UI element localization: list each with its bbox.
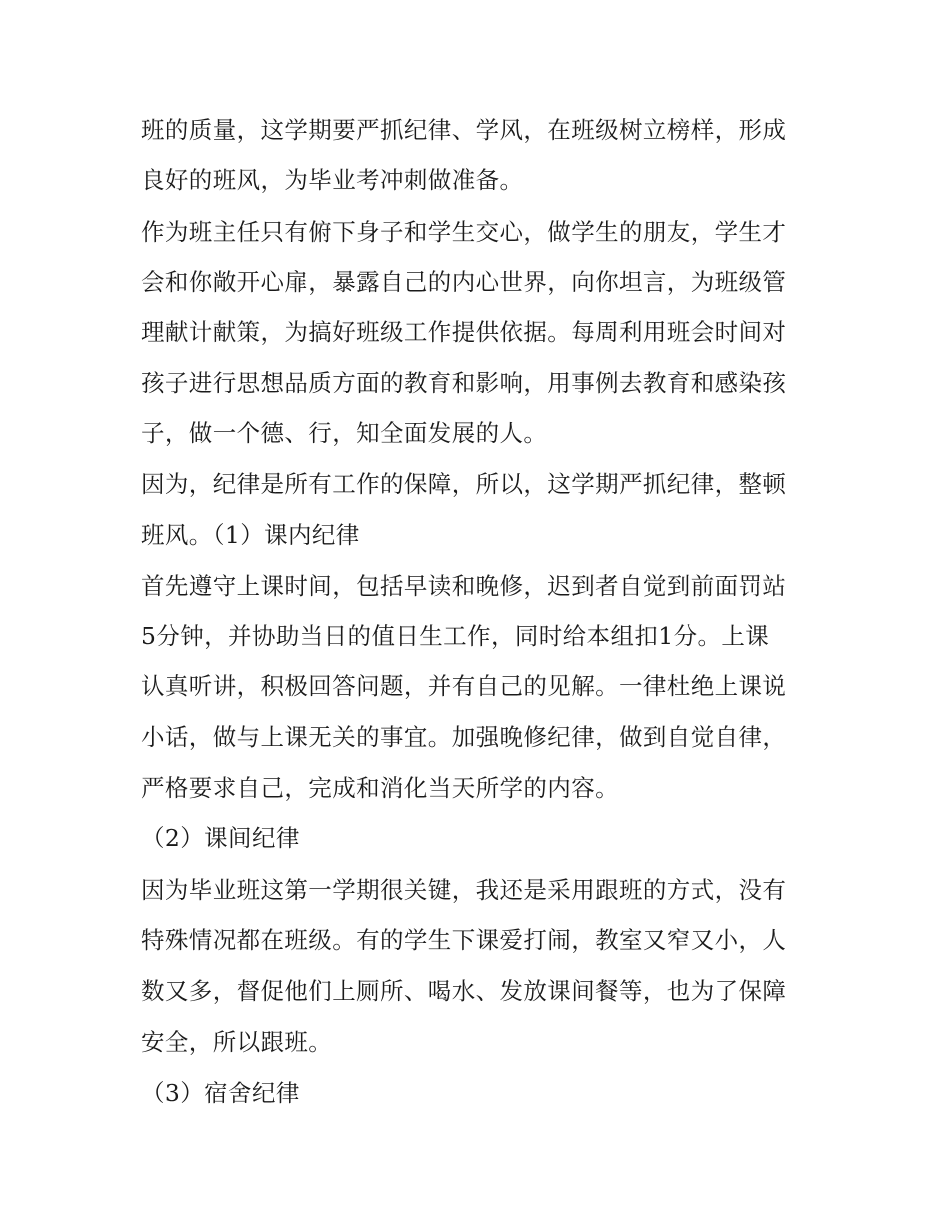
text-line: 首先遵守上课时间，包括早读和晚修，迟到者自觉到前面罚站	[141, 572, 787, 600]
text-line: 安全，所以跟班。	[141, 1028, 333, 1056]
text-line: 作为班主任只有俯下身子和学生交心，做学生的朋友，学生才	[141, 218, 787, 246]
text-line: 班的质量，这学期要严抓纪律、学风，在班级树立榜样，形成	[141, 116, 787, 144]
text-line: 班风。（1）课内纪律	[141, 521, 360, 549]
text-line: 因为毕业班这第一学期很关键，我还是采用跟班的方式，没有	[141, 876, 787, 904]
text-line: 孩子进行思想品质方面的教育和影响，用事例去教育和感染孩	[141, 369, 787, 397]
text-line: 会和你敞开心扉，暴露自己的内心世界，向你坦言，为班级管	[141, 268, 787, 296]
text-line: 子，做一个德、行，知全面发展的人。	[141, 419, 548, 447]
text-line: 数又多，督促他们上厕所、喝水、发放课间餐等，也为了保障	[141, 977, 787, 1005]
section-heading: （2）课间纪律	[141, 824, 300, 852]
text-line: 良好的班风，为毕业考冲刺做准备。	[141, 166, 524, 194]
text-line: 严格要求自己，完成和消化当天所学的内容。	[141, 774, 619, 802]
text-line: 认真听讲，积极回答问题，并有自己的见解。一律杜绝上课说	[141, 672, 787, 700]
text-line: 理献计献策，为搞好班级工作提供依据。每周利用班会时间对	[141, 318, 787, 346]
text-line: 5分钟，并协助当日的值日生工作，同时给本组扣1分。上课	[141, 622, 770, 650]
text-line: 特殊情况都在班级。有的学生下课爱打闹，教室又窄又小，人	[141, 926, 787, 954]
text-line: 小话，做与上课无关的事宜。加强晚修纪律，做到自觉自律，	[141, 723, 787, 751]
section-heading: （3）宿舍纪律	[141, 1079, 300, 1107]
text-line: 因为，纪律是所有工作的保障，所以，这学期严抓纪律，整顿	[141, 470, 787, 498]
